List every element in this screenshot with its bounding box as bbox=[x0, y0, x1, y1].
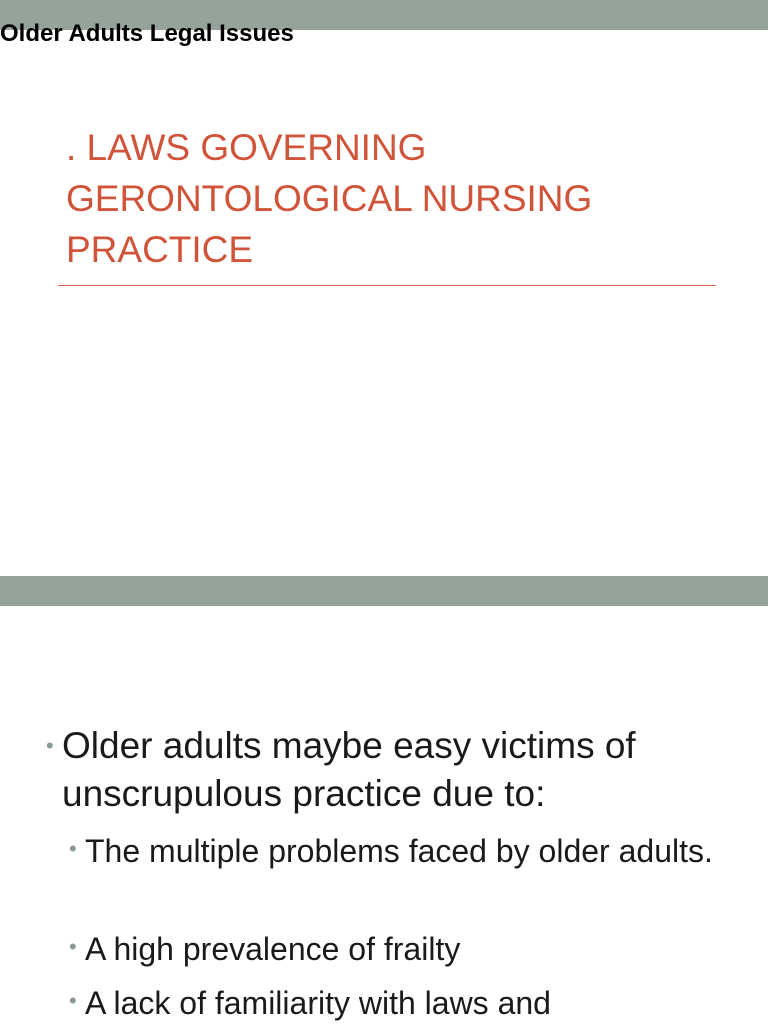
sub-bullet bbox=[69, 927, 745, 971]
slide-title-line: GERONTOLOGICAL NURSING bbox=[66, 178, 593, 219]
bullet-main-text: Older adults maybe easy victims of unscrupulous practice due to: bbox=[62, 725, 636, 814]
bullet-icon: • bbox=[69, 988, 77, 1013]
sub-bullet-text: A lack of familiarity with laws and bbox=[85, 985, 551, 1021]
slide-title-line: . LAWS GOVERNING bbox=[66, 127, 427, 168]
slide-heading: Older Adults Legal Issues bbox=[0, 19, 294, 47]
sub-bullet-text: A high prevalence of frailty bbox=[85, 931, 461, 967]
sub-bullet-text: The multiple problems faced by older adults. bbox=[85, 833, 713, 869]
bullet-main bbox=[46, 722, 722, 818]
slide-title-line: PRACTICE bbox=[66, 229, 254, 270]
sub-bullet bbox=[69, 829, 745, 873]
sub-bullet bbox=[69, 981, 745, 1025]
bullet-icon: • bbox=[69, 934, 77, 959]
bullet-icon: • bbox=[69, 836, 77, 861]
bullet-icon: • bbox=[46, 733, 54, 758]
